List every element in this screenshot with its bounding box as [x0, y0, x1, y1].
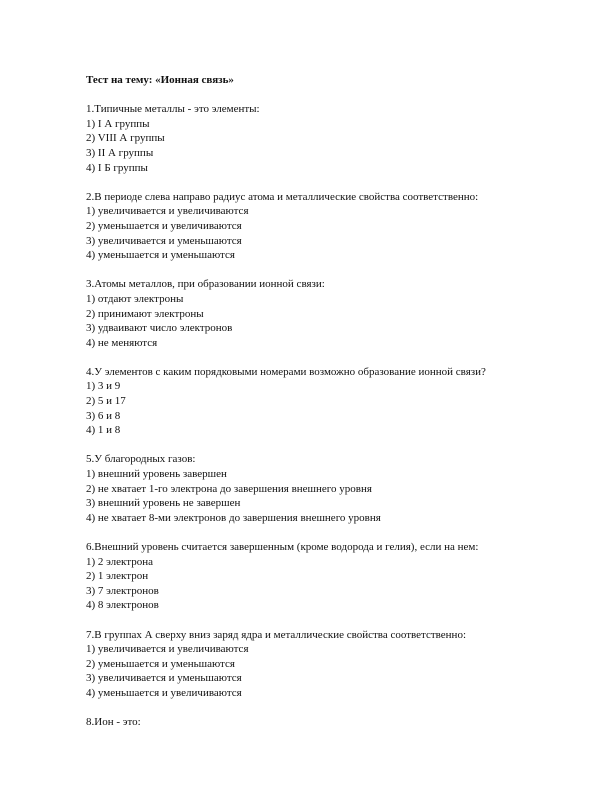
- document-body: [86, 73, 586, 730]
- question-7: [86, 628, 586, 701]
- question-text: 2.В периоде слева направо радиус атома и металлические свойства соответственно:: [86, 190, 479, 203]
- question-5: [86, 452, 586, 525]
- question-3: [86, 277, 586, 350]
- question-text: 6.Внешний уровень считается завершенным (кроме водорода и гелия), если на нем:: [86, 541, 479, 553]
- answer-option: 1) 2 электрона: [86, 555, 153, 568]
- question-text: 7.В группах А сверху вниз заряд ядра и металлические свойства соответственно:: [86, 628, 466, 641]
- answer-option: 2) 1 электрон: [86, 570, 149, 583]
- answer-option: 4) не меняются: [86, 336, 158, 349]
- question-text: 1.Типичные металлы - это элементы:: [86, 103, 260, 116]
- question-text: 5.У благородных газов:: [86, 453, 196, 466]
- answer-option: 3) удваивают число электронов: [86, 322, 233, 335]
- answer-option: 4) 8 электронов: [86, 599, 159, 612]
- answer-option: 4) не хватает 8-ми электронов до завершения внешнего уровня: [86, 511, 381, 524]
- answer-option: 1) увеличивается и увеличиваются: [86, 205, 249, 218]
- answer-option: 2) не хватает 1-го электрона до завершения внешнего уровня: [86, 482, 372, 495]
- question-text: 4.У элементов с каким порядковыми номерами возможно образование ионной связи?: [86, 365, 486, 378]
- question-4: [86, 365, 586, 438]
- answer-option: 4) уменьшается и увеличиваются: [86, 686, 242, 699]
- question-text: 3.Атомы металлов, при образовании ионной связи:: [86, 278, 325, 291]
- document-title: Тест на тему: «Ионная связь»: [86, 74, 234, 86]
- question-text: 8.Ион - это:: [86, 716, 141, 729]
- answer-option: 3) 6 и 8: [86, 409, 121, 422]
- answer-option: 1) увеличивается и увеличиваются: [86, 643, 249, 656]
- answer-option: 3) увеличивается и уменьшаются: [86, 672, 242, 685]
- answer-option: 4) 1 и 8: [86, 424, 121, 437]
- question-2: [86, 190, 586, 263]
- answer-option: 4) уменьшается и уменьшаются: [86, 249, 235, 262]
- answer-option: 2) принимают электроны: [86, 307, 204, 320]
- answer-option: 2) VIII А группы: [86, 132, 165, 145]
- question-1: [86, 102, 586, 175]
- question-6: [86, 540, 586, 613]
- answer-option: 2) 5 и 17: [86, 395, 126, 408]
- answer-option: 2) уменьшается и увеличиваются: [86, 219, 242, 232]
- answer-option: 3) увеличивается и уменьшаются: [86, 234, 242, 247]
- question-8: [86, 715, 586, 730]
- answer-option: 1) внешний уровень завершен: [86, 468, 227, 481]
- answer-option: 1) отдают электроны: [86, 292, 184, 305]
- answer-option: 1) 3 и 9: [86, 380, 121, 393]
- answer-option: 4) I Б группы: [86, 161, 148, 174]
- answer-option: 3) II А группы: [86, 146, 154, 159]
- answer-option: 3) 7 электронов: [86, 584, 159, 597]
- answer-option: 1) I А группы: [86, 117, 150, 130]
- answer-option: 3) внешний уровень не завершен: [86, 497, 241, 510]
- answer-option: 2) уменьшается и уменьшаются: [86, 657, 235, 670]
